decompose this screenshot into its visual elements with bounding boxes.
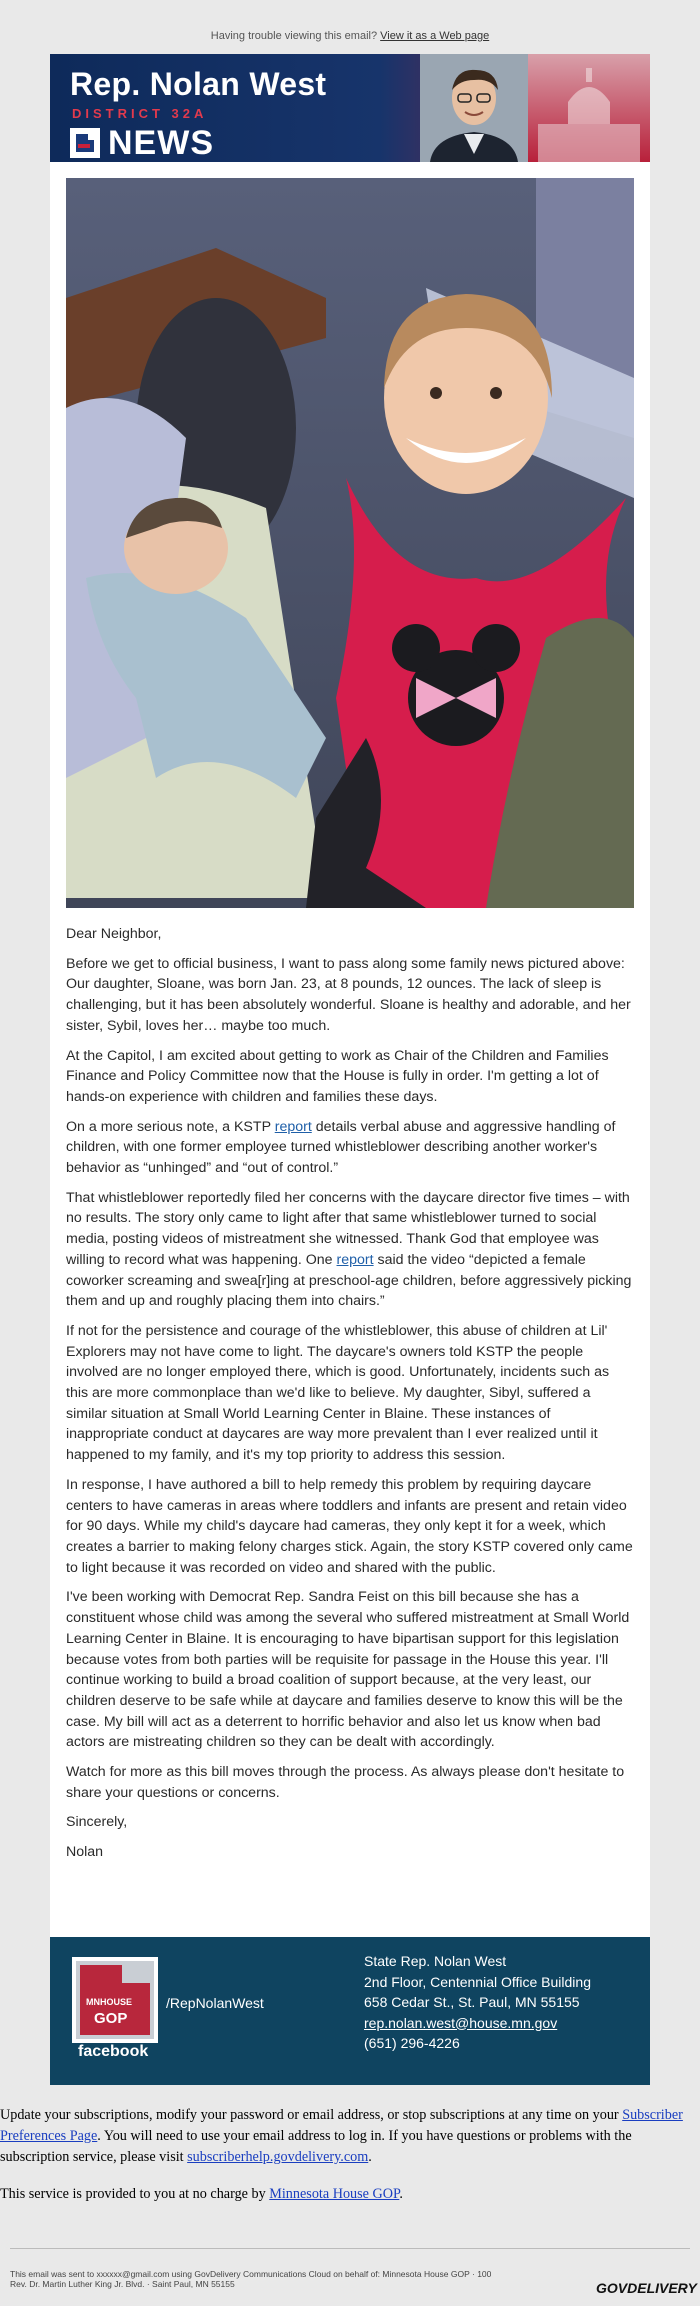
paragraph-bipartisan: I've been working with Democrat Rep. Sandra Feist on this bill because she has a constituent whose child was among the several who suffered mistreatment at Small World Learning Center in Blaine. It is encouraging to have bipartisan support for this legislation because votes from both parties will be requisite for passage in the House this year. I'll continue working to build a broad coalition of support because, at the very least, our children deserve to be safe while at daycare and families deserve to know this will be the case. My bill will act as a deterrent to horrific behavior and also let us know when bad actors are mistreating children so they can be dealt with accordingly. (66, 1589, 630, 1751)
service-provider-text: This service is provided to you at no charge by Minnesota House GOP. (0, 2186, 403, 2202)
gop-logo-line1: MNHOUSE (86, 1997, 133, 2007)
web-page-link[interactable]: View it as a Web page (380, 30, 490, 42)
paragraph-watch: Watch for more as this bill moves through the process. As always please don't hesitate to share your questions or concerns. (66, 1764, 625, 1801)
gop-logo-line2: GOP (94, 2010, 128, 2027)
footer-divider (10, 2248, 690, 2249)
subscriber-preferences-link[interactable]: Subscriber Preferences Page (0, 2107, 683, 2144)
newsletter-content (50, 162, 650, 1937)
contact-phone: (651) 296-4226 (364, 2035, 460, 2051)
govdelivery-logo[interactable]: GOVDELIVERY (596, 2280, 697, 2296)
kstp-report-link[interactable]: report (274, 1118, 312, 1135)
subscriber-help-link[interactable]: subscriberhelp.govdelivery.com (187, 2149, 369, 2165)
view-online-note: Having trouble viewing this email? View it as a Web page (210, 30, 490, 42)
paragraph-whistleblower: That whistleblower reportedly filed her concerns with the daycare director five times – with no results. The story only came to light after that same whistleblower turned to social media, posting videos of mistreatment she witnessed. Thank God that employee was willing to record what was happening. One report said the video “depicted a female coworker screaming and swea[r]ing at preschool-age children, before aggressively picking them and up and roughly placing them into chairs.” (66, 1189, 632, 1310)
contact-footer (50, 1937, 650, 2085)
minnesota-house-gop-link[interactable]: Minnesota House GOP (269, 2186, 400, 2202)
closing: Sincerely, (66, 1814, 128, 1831)
newsletter-banner (50, 54, 650, 162)
paragraph-family-news: Before we get to official business, I want to pass along some family news pictured above: Our daughter, Sloane, was born Jan. 23, at 8 pounds, 12 ounces. The lack of sleep is challenging, but it has been absolutely wonderful. Sloane is healthy and adorable, and her sister, Sybil, loves her… maybe too much. (66, 955, 631, 1034)
paragraph-bill: In response, I have authored a bill to help remedy this problem by requiring daycare centers to have cameras in areas where toddlers and infants are present and retain video for 90 days. While my child's daycare had cameras, they only kept it for a week, which creates a barrier to making felony charges stick. Again, the story KSTP covered only came to light because it was recorded on video and shared with the public. (66, 1476, 633, 1576)
contact-email-link[interactable]: rep.nolan.west@house.mn.gov (364, 2014, 558, 2031)
video-report-link[interactable]: report (336, 1251, 374, 1268)
banner-title: Rep. Nolan West (70, 66, 327, 102)
subscription-notice (0, 2105, 700, 2221)
banner-news: NEWS (108, 124, 214, 162)
facebook-page-link[interactable] (72, 1957, 158, 2043)
signature: Nolan (66, 1844, 104, 1861)
legal-line2: Rev. Dr. Martin Luther King Jr. Blvd. · Saint Paul, MN 55155 (10, 2279, 235, 2289)
facebook-wordmark: facebook (78, 2043, 149, 2060)
representative-portrait (420, 54, 528, 162)
paragraph-committee: At the Capitol, I am excited about getting to work as Chair of the Children and Families Finance and Policy Committee now that the House is fully in order. I'm getting a lot of hands-on experience with children and families these days. (66, 1047, 609, 1105)
capitol-building-image (528, 54, 650, 162)
paragraph-persistence: If not for the persistence and courage of the whistleblower, this abuse of children at Lil' Explorers may not have come to light. The daycare's owners told KSTP the people involved are no longer employed there, which is good. Unfortunately, incidents such as this are more commonplace than we'd like to believe. My daughter, Sibyl, suffered a similar situation at Small World Learning Center in Blaine. These instances of inappropriate conduct at daycares are way more prevalent than I ever realized until it happened to my family, and it's my top priority to address this session. (66, 1322, 610, 1464)
letter-body (66, 924, 634, 1872)
contact-address-line2: 658 Cedar St., St. Paul, MN 55155 (364, 1994, 580, 2010)
legal-line1: This email was sent to xxxxxx@gmail.com using GovDelivery Communications Cloud on behalf of: Minnesota House GOP · 100 (10, 2269, 492, 2279)
subscription-preferences-text: Update your subscriptions, modify your password or email address, or stop subscriptions at any time on your Subscriber Preferences Page. You will need to use your email address to log in. If you have questions or problems with the subscription service, please visit subscriberhelp.govdelivery.com. (0, 2107, 683, 2165)
contact-address-line1: 2nd Floor, Centennial Office Building (364, 1973, 591, 1990)
mn-house-gop-logo-icon (76, 1961, 154, 2039)
legal-notice (10, 2269, 610, 2289)
contact-info (364, 1951, 591, 2054)
paragraph-kstp-report: On a more serious note, a KSTP report details verbal abuse and aggressive handling of children, with one former employee turned whistleblower describing another worker's behavior as “unhinged” and “out of control.” (66, 1118, 616, 1177)
greeting: Dear Neighbor, (66, 926, 162, 942)
mn-house-logo-icon (70, 128, 100, 158)
facebook-handle[interactable]: /RepNolanWest (166, 1995, 264, 2011)
banner-district: DISTRICT 32A (72, 106, 208, 121)
family-photo (66, 178, 634, 908)
contact-name: State Rep. Nolan West (364, 1953, 507, 1969)
